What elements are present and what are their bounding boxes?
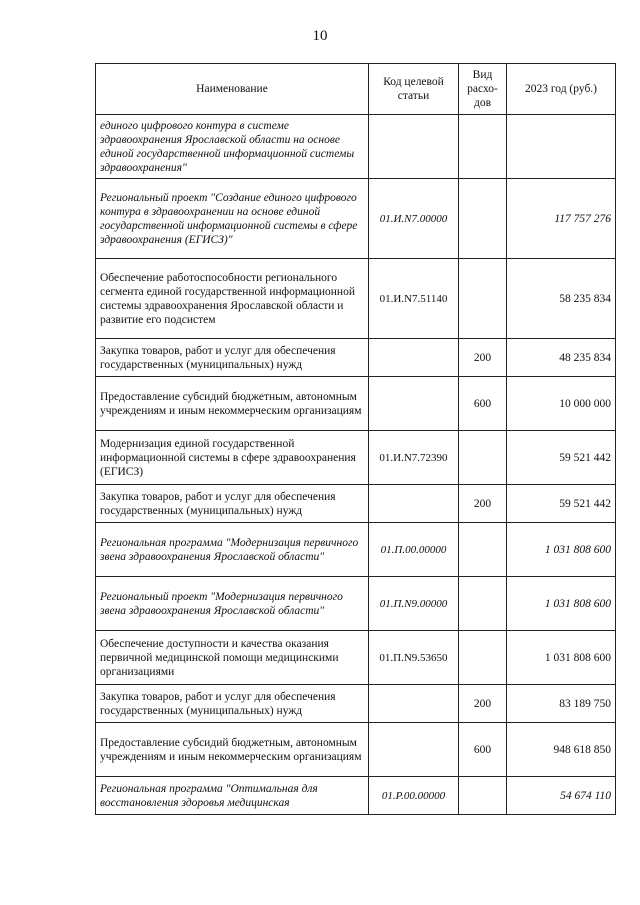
table-row: [96, 523, 616, 577]
row-amount-cell: 59 521 442: [507, 431, 616, 485]
row-name-cell: Региональная программа "Оптимальная для восстановления здоровья медицинская: [96, 777, 369, 815]
row-amount-cell: 10 000 000: [507, 377, 616, 431]
row-code-cell: [369, 377, 459, 431]
table-row: [96, 485, 616, 523]
row-amount-cell: 48 235 834: [507, 339, 616, 377]
row-expense-type-cell: 200: [459, 485, 507, 523]
table-row: [96, 339, 616, 377]
table-row: [96, 631, 616, 685]
row-name-cell: Предоставление субсидий бюджетным, автономным учреждениям и иным некоммерческим организациям: [96, 723, 369, 777]
page-number: 10: [312, 28, 328, 44]
row-code-cell: [369, 685, 459, 723]
row-name-cell: единого цифрового контура в системе здравоохранения Ярославской области на основе единой государственной информационной системы здравоохранения": [96, 115, 369, 179]
row-expense-type-cell: 600: [459, 723, 507, 777]
row-code-cell: 01.И.N7.00000: [369, 179, 459, 259]
row-amount-cell: 1 031 808 600: [507, 631, 616, 685]
row-expense-type-cell: [459, 431, 507, 485]
header-expense-type: Вид расхо-дов: [459, 64, 507, 115]
row-code-cell: [369, 723, 459, 777]
row-name-cell: Региональный проект "Модернизация первичного звена здравоохранения Ярославской области": [96, 577, 369, 631]
table-row: [96, 777, 616, 815]
row-name-cell: Закупка товаров, работ и услуг для обеспечения государственных (муниципальных) нужд: [96, 339, 369, 377]
row-name-cell: Модернизация единой государственной информационной системы в сфере здравоохранения (ЕГИСЗ): [96, 431, 369, 485]
row-amount-cell: [507, 115, 616, 179]
row-code-cell: 01.П.N9.00000: [369, 577, 459, 631]
row-expense-type-cell: [459, 523, 507, 577]
header-name: Наименование: [96, 64, 369, 115]
table-row: [96, 377, 616, 431]
budget-table: [95, 63, 616, 815]
row-expense-type-cell: [459, 777, 507, 815]
row-expense-type-cell: [459, 259, 507, 339]
row-amount-cell: 948 618 850: [507, 723, 616, 777]
table-row: [96, 115, 616, 179]
row-amount-cell: 1 031 808 600: [507, 577, 616, 631]
row-name-cell: Обеспечение работоспособности регионального сегмента единой государственной информационной системы здравоохранения Ярославской области и развитие его подсистем: [96, 259, 369, 339]
row-code-cell: 01.И.N7.72390: [369, 431, 459, 485]
row-expense-type-cell: [459, 577, 507, 631]
row-amount-cell: 54 674 110: [507, 777, 616, 815]
row-amount-cell: 58 235 834: [507, 259, 616, 339]
table-row: [96, 685, 616, 723]
row-amount-cell: 1 031 808 600: [507, 523, 616, 577]
row-expense-type-cell: [459, 115, 507, 179]
row-amount-cell: 59 521 442: [507, 485, 616, 523]
row-expense-type-cell: [459, 179, 507, 259]
row-expense-type-cell: 200: [459, 339, 507, 377]
table-row: [96, 723, 616, 777]
row-code-cell: [369, 485, 459, 523]
row-expense-type-cell: 200: [459, 685, 507, 723]
row-code-cell: 01.П.00.00000: [369, 523, 459, 577]
table-row: [96, 259, 616, 339]
row-amount-cell: 83 189 750: [507, 685, 616, 723]
row-code-cell: 01.П.N9.53650: [369, 631, 459, 685]
header-code: Код целевой статьи: [369, 64, 459, 115]
row-amount-cell: 117 757 276: [507, 179, 616, 259]
row-name-cell: Предоставление субсидий бюджетным, автономным учреждениям и иным некоммерческим организациям: [96, 377, 369, 431]
row-name-cell: Региональная программа "Модернизация первичного звена здравоохранения Ярославской области": [96, 523, 369, 577]
table-row: [96, 179, 616, 259]
row-expense-type-cell: 600: [459, 377, 507, 431]
row-name-cell: Региональный проект "Создание единого цифрового контура в здравоохранении на основе единой государственной информационной системы в сфере здравоохранения (ЕГИСЗ)": [96, 179, 369, 259]
row-expense-type-cell: [459, 631, 507, 685]
table-row: [96, 431, 616, 485]
header-amount-2023: 2023 год (руб.): [507, 64, 616, 115]
row-name-cell: Обеспечение доступности и качества оказания первичной медицинской помощи медицинскими организациями: [96, 631, 369, 685]
row-code-cell: [369, 339, 459, 377]
row-code-cell: 01.Р.00.00000: [369, 777, 459, 815]
row-name-cell: Закупка товаров, работ и услуг для обеспечения государственных (муниципальных) нужд: [96, 485, 369, 523]
row-name-cell: Закупка товаров, работ и услуг для обеспечения государственных (муниципальных) нужд: [96, 685, 369, 723]
row-code-cell: [369, 115, 459, 179]
table-body: [96, 115, 616, 815]
table-row: [96, 577, 616, 631]
table-header-row: [96, 64, 616, 115]
row-code-cell: 01.И.N7.51140: [369, 259, 459, 339]
